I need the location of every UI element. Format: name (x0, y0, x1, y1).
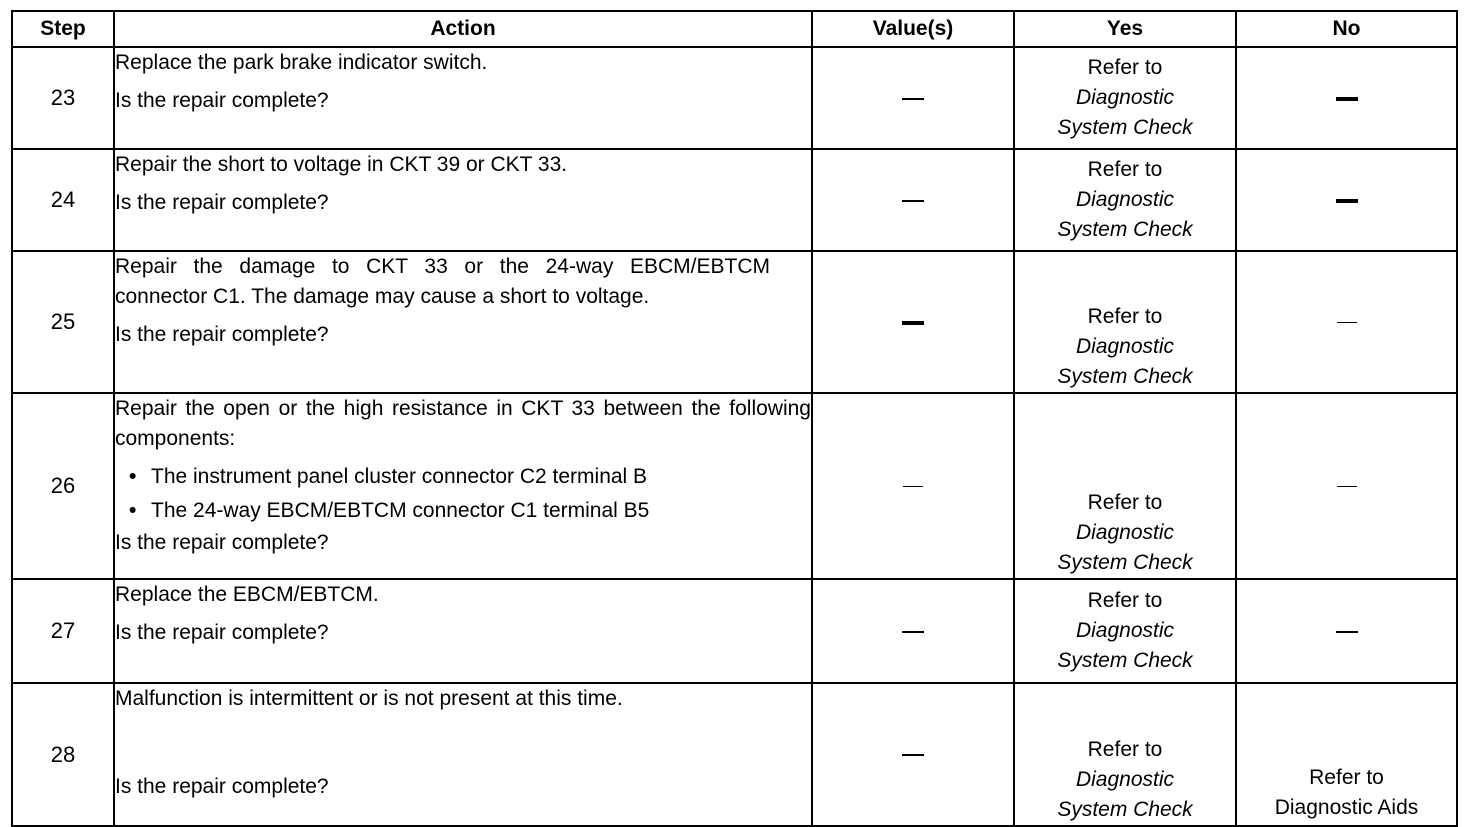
empty-dash (902, 631, 924, 633)
yes-reference-line2: System Check (1057, 798, 1193, 821)
header-no: No (1236, 11, 1457, 47)
list-item (115, 462, 811, 492)
empty-dash (1336, 97, 1358, 101)
empty-dash (902, 200, 924, 202)
yes-reference-line2: System Check (1057, 365, 1193, 388)
yes-reference-line2: System Check (1057, 116, 1193, 139)
action-instruction: Repair the open or the high resistance in CKT 33 between the following components: (115, 397, 811, 450)
yes-reference-line2: System Check (1057, 551, 1193, 574)
yes-refer-label: Refer to (1087, 491, 1163, 514)
no-refer-label: Refer to (1309, 766, 1384, 789)
action-instruction: Replace the EBCM/EBTCM. (115, 583, 379, 606)
yes-refer-label: Refer to (1087, 738, 1163, 761)
no-reference: Diagnostic Aids (1274, 796, 1419, 819)
yes-reference-line1: Diagnostic (1075, 86, 1175, 109)
value-cell (812, 393, 1014, 579)
value-cell (812, 149, 1014, 251)
header-values: Value(s) (812, 11, 1014, 47)
step-number: 24 (12, 149, 114, 251)
action-question: Is the repair complete? (115, 621, 329, 644)
header-yes: Yes (1014, 11, 1236, 47)
action-cell (114, 579, 812, 683)
step-number: 27 (12, 579, 114, 683)
list-item (115, 496, 811, 526)
yes-reference-line1: Diagnostic (1075, 619, 1175, 642)
step-number: 28 (12, 683, 114, 826)
action-cell (114, 251, 812, 393)
action-cell (114, 149, 812, 251)
table-row-step-28 (12, 683, 1457, 826)
action-cell (114, 683, 812, 826)
action-question: Is the repair complete? (115, 775, 329, 798)
yes-refer-label: Refer to (1087, 56, 1163, 79)
step-number: 26 (12, 393, 114, 579)
action-instruction: Malfunction is intermittent or is not present at this time. (115, 687, 623, 710)
yes-reference-line1: Diagnostic (1075, 335, 1175, 358)
yes-reference-line2: System Check (1057, 218, 1193, 241)
header-action: Action (114, 11, 812, 47)
value-cell (812, 47, 1014, 149)
header-row (12, 11, 1457, 47)
yes-cell (1014, 149, 1236, 251)
yes-refer-label: Refer to (1087, 305, 1163, 328)
empty-dash (902, 321, 924, 325)
bullet-icon: • (129, 465, 137, 488)
table-row-step-23 (12, 47, 1457, 149)
yes-cell (1014, 251, 1236, 393)
empty-dash (902, 98, 924, 100)
empty-dash (1336, 199, 1358, 203)
action-question: Is the repair complete? (115, 89, 329, 112)
no-cell (1236, 393, 1457, 579)
header-step: Step (12, 11, 114, 47)
yes-refer-label: Refer to (1087, 589, 1163, 612)
action-cell (114, 47, 812, 149)
empty-dash (903, 486, 923, 487)
table-row-step-25 (12, 251, 1457, 393)
action-question: Is the repair complete? (115, 323, 329, 346)
no-cell (1236, 47, 1457, 149)
empty-dash (902, 754, 924, 756)
bullet-icon: • (129, 499, 137, 522)
list-item-text: The 24-way EBCM/EBTCM connector C1 terminal B5 (151, 499, 650, 522)
value-cell (812, 579, 1014, 683)
action-question: Is the repair complete? (115, 531, 329, 554)
yes-reference-line1: Diagnostic (1075, 521, 1175, 544)
action-cell (114, 393, 812, 579)
no-cell (1236, 683, 1457, 826)
empty-dash (1336, 631, 1358, 633)
table-row-step-27 (12, 579, 1457, 683)
table-row-step-24 (12, 149, 1457, 251)
step-number: 23 (12, 47, 114, 149)
table-row-step-26 (12, 393, 1457, 579)
action-instruction: Repair the damage to CKT 33 or the 24-way EBCM/EBTCM connector C1. The damage may cause a short to voltage. (115, 255, 770, 308)
yes-cell (1014, 683, 1236, 826)
value-cell (812, 683, 1014, 826)
list-item-text: The instrument panel cluster connector C2 terminal B (151, 465, 648, 488)
no-cell (1236, 579, 1457, 683)
yes-cell (1014, 579, 1236, 683)
empty-dash (1337, 486, 1357, 487)
yes-cell (1014, 47, 1236, 149)
value-cell (812, 251, 1014, 393)
yes-reference-line1: Diagnostic (1075, 188, 1175, 211)
action-instruction: Repair the short to voltage in CKT 39 or CKT 33. (115, 153, 568, 176)
action-question: Is the repair complete? (115, 191, 329, 214)
diagnostic-table (11, 10, 1458, 827)
no-cell (1236, 251, 1457, 393)
yes-cell (1014, 393, 1236, 579)
action-instruction: Replace the park brake indicator switch. (115, 51, 488, 74)
step-number: 25 (12, 251, 114, 393)
yes-refer-label: Refer to (1087, 158, 1163, 181)
no-cell (1236, 149, 1457, 251)
empty-dash (1337, 322, 1357, 323)
yes-reference-line2: System Check (1057, 649, 1193, 672)
yes-reference-line1: Diagnostic (1075, 768, 1175, 791)
